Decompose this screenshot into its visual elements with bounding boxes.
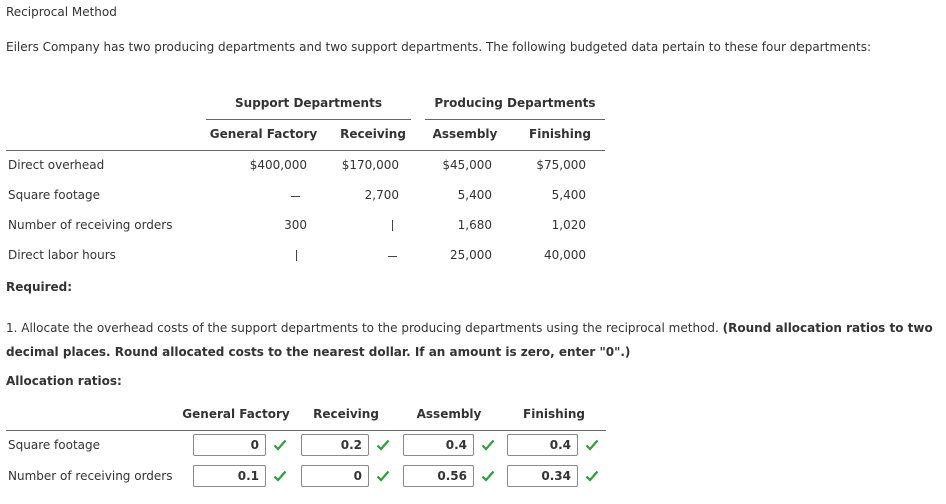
intro-text: Eilers Company has two producing departments and two support departments. The following budgeted data pertain to these four departments: [6, 40, 871, 54]
cell-value: 1,020 [551, 218, 586, 232]
required-heading: Required: [6, 280, 73, 294]
check-icon [481, 439, 495, 451]
check-icon [273, 470, 287, 482]
gf-receiving-orders-input[interactable] [193, 465, 266, 487]
cell-value: 40,000 [544, 248, 586, 262]
alloc-col-header-receiving: Receiving [313, 407, 379, 421]
row-label-square-footage: Square footage [8, 188, 101, 202]
cell-value: 2,700 [364, 188, 399, 202]
receiving-square-footage-input[interactable] [301, 434, 369, 456]
cell-value: $45,000 [442, 158, 492, 172]
cell-empty-dash [388, 256, 397, 257]
cell-value: 25,000 [450, 248, 492, 262]
producing-departments-header: Producing Departments [434, 96, 596, 110]
producing-header-rule [425, 119, 605, 120]
receiving-receiving-orders-input[interactable] [301, 465, 369, 487]
cell-empty-bar [392, 220, 393, 231]
check-icon [376, 470, 390, 482]
support-header-rule [206, 119, 411, 120]
check-icon [585, 439, 599, 451]
check-icon [585, 470, 599, 482]
table-header-rule [6, 150, 605, 151]
cell-empty-dash [291, 196, 300, 197]
cell-value: $75,000 [536, 158, 586, 172]
row-label-direct-labor-hours: Direct labor hours [8, 248, 116, 262]
question-body: 1. Allocate the overhead costs of the support departments to the producing departments using the reciprocal method. [6, 321, 719, 335]
check-icon [376, 439, 390, 451]
question-text [6, 316, 940, 364]
check-icon [481, 470, 495, 482]
alloc-col-header-assembly: Assembly [416, 407, 482, 421]
check-icon [273, 439, 287, 451]
row-label-direct-overhead: Direct overhead [8, 158, 105, 172]
assembly-square-footage-input[interactable] [403, 434, 474, 456]
support-departments-header: Support Departments [235, 96, 382, 110]
col-header-assembly: Assembly [432, 127, 498, 141]
alloc-header-rule [6, 430, 606, 431]
alloc-col-header-general-factory: General Factory [182, 407, 290, 421]
cell-empty-bar [296, 250, 297, 261]
alloc-row-label-square-footage: Square footage [8, 438, 101, 452]
cell-value: 5,400 [457, 188, 492, 202]
alloc-row-label-receiving-orders: Number of receiving orders [8, 469, 173, 483]
row-label-receiving-orders: Number of receiving orders [8, 218, 173, 232]
cell-value: 300 [284, 218, 307, 232]
allocation-ratios-label: Allocation ratios: [6, 374, 122, 388]
question-instruction: (Round allocation ratios to two decimal places. Round allocated costs to the nearest dollar. If an amount is zero, enter "0".) [6, 321, 933, 359]
cell-value: $400,000 [249, 158, 307, 172]
page-title: Reciprocal Method [6, 5, 117, 19]
col-header-general-factory: General Factory [209, 127, 318, 141]
finishing-square-footage-input[interactable] [507, 434, 578, 456]
col-header-receiving: Receiving [340, 127, 406, 141]
cell-value: $170,000 [341, 158, 399, 172]
col-header-finishing: Finishing [529, 127, 591, 141]
alloc-col-header-finishing: Finishing [523, 407, 585, 421]
gf-square-footage-input[interactable] [193, 434, 266, 456]
cell-value: 5,400 [551, 188, 586, 202]
cell-value: 1,680 [457, 218, 492, 232]
assembly-receiving-orders-input[interactable] [403, 465, 474, 487]
finishing-receiving-orders-input[interactable] [507, 465, 578, 487]
